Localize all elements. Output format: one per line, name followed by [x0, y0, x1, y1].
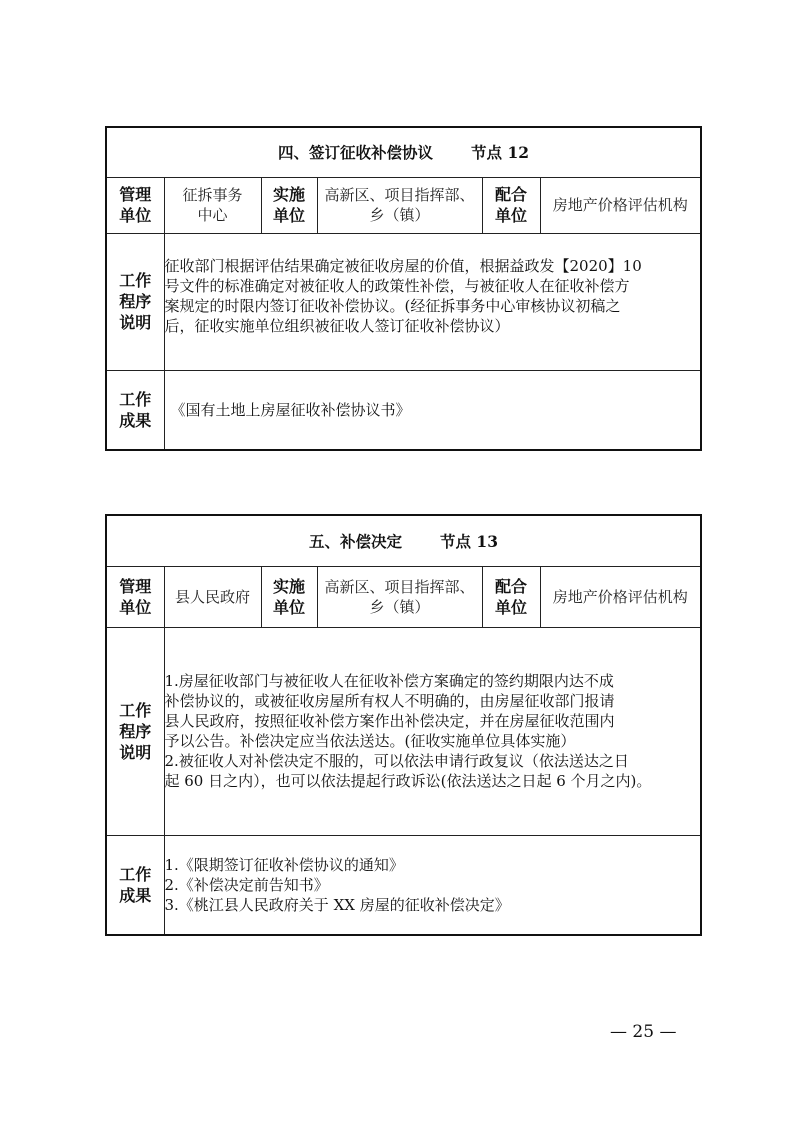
- section4-node: 节点 12: [471, 143, 530, 163]
- section4-header: [106, 127, 701, 177]
- procedure-label: 工作 程序 说明: [106, 627, 164, 835]
- result-text: 《国有土地上房屋征收补偿协议书》: [164, 370, 701, 450]
- mgmt-unit-value: 征拆事务 中心: [164, 177, 261, 233]
- mgmt-unit-value: 县人民政府: [164, 566, 261, 627]
- mgmt-unit-label: 管理 单位: [106, 566, 164, 627]
- result-label: 工作 成果: [106, 370, 164, 450]
- result-label: 工作 成果: [106, 835, 164, 935]
- section5-table: [105, 514, 702, 936]
- procedure-text: 征收部门根据评估结果确定被征收房屋的价值，根据益政发【2020】10 号文件的标准确定对被征收人的政策性补偿，与被征收人在征收补偿方 案规定的时限内签订征收补偿协议。(经征拆事务中心审核协议初稿之 后，征收实施单位组织被征收人签订征收补偿协议）: [164, 233, 701, 370]
- section5-header: [106, 515, 701, 566]
- mgmt-unit-label: 管理 单位: [106, 177, 164, 233]
- list-item: 1.《限期签订征收补偿协议的通知》: [164, 855, 404, 874]
- result-list: [164, 835, 701, 935]
- section5-title: 五、补偿决定: [309, 531, 403, 551]
- section4-title: 四、签订征收补偿协议: [278, 143, 434, 163]
- section4-table: [105, 126, 702, 451]
- coop-unit-label: 配合 单位: [482, 177, 540, 233]
- list-item: 3.《桃江县人民政府关于 XX 房屋的征收补偿决定》: [164, 895, 510, 914]
- impl-unit-value: 高新区、项目指挥部、 乡（镇）: [317, 177, 482, 233]
- impl-unit-label: 实施 单位: [261, 177, 317, 233]
- impl-unit-label: 实施 单位: [261, 566, 317, 627]
- page-number: — 25 —: [610, 1022, 677, 1042]
- section5-node: 节点 13: [440, 531, 498, 551]
- coop-unit-label: 配合 单位: [482, 566, 540, 627]
- impl-unit-value: 高新区、项目指挥部、 乡（镇）: [317, 566, 482, 627]
- coop-unit-value: 房地产价格评估机构: [540, 566, 701, 627]
- procedure-text: 1.房屋征收部门与被征收人在征收补偿方案确定的签约期限内达不成 补偿协议的，或被征收房屋所有权人不明确的，由房屋征收部门报请 县人民政府，按照征收补偿方案作出补偿决定，并在房屋征收范围内 予以公告。补偿决定应当依法送达。(征收实施单位具体实施） 2.被征收人对补偿决定不服的，可以依法申请行政复议（依法送达之日 起 60 日之内），也可以依法提起行政诉讼(依法送达之日起 6 个月之内)。: [164, 627, 701, 835]
- coop-unit-value: 房地产价格评估机构: [540, 177, 701, 233]
- list-item: 2.《补偿决定前告知书》: [164, 875, 329, 894]
- procedure-label: 工作 程序 说明: [106, 233, 164, 370]
